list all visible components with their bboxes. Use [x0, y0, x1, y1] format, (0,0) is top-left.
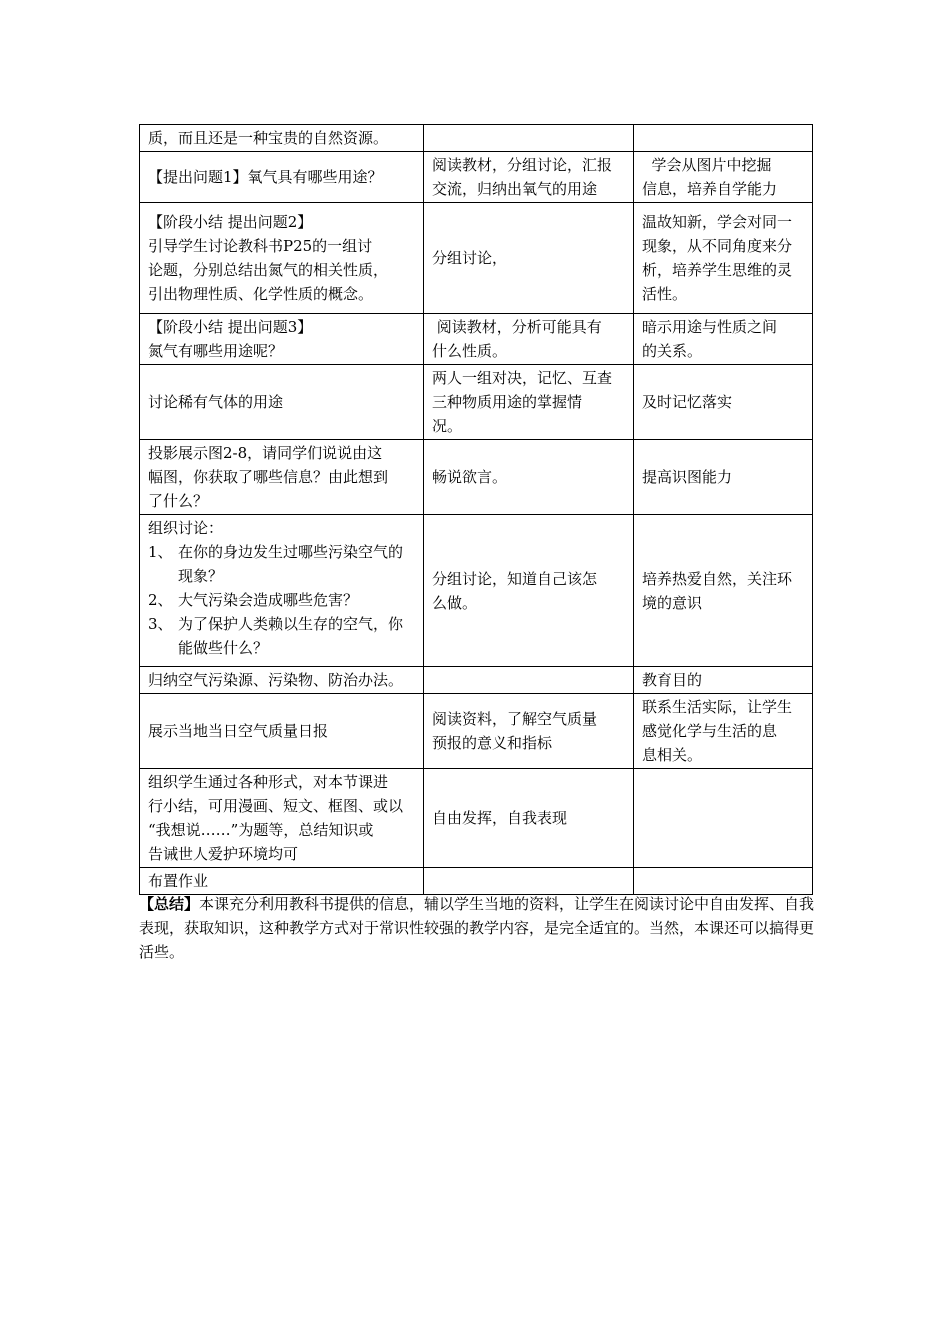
- summary-text: 本课充分利用教科书提供的信息，辅以学生当地的资料，让学生在阅读讨论中自由发挥、自我表现，获取知识，这种教学方式对于常识性较强的教学内容，是完全适宜的。当然，本课还可以搞得更活些。: [139, 895, 815, 961]
- cell-text-line: 联系生活实际，让学生: [642, 698, 793, 716]
- table-cell-2-2: [424, 152, 634, 203]
- lesson-table: [139, 124, 813, 895]
- cell-text-line: 信息，培养自学能力: [642, 180, 778, 198]
- discussion-item-number: 1、: [148, 543, 173, 561]
- cell-text-line: 分组讨论，: [432, 249, 508, 267]
- table-row: [140, 365, 813, 440]
- table-row: [140, 667, 813, 694]
- cell-text-line: 展示当地当日空气质量日报: [148, 722, 329, 740]
- table-cell-4-2: [424, 314, 634, 365]
- discussion-item-text: 为了保护人类赖以生存的空气，你能做些什么？: [178, 615, 404, 657]
- table-cell-5-3: [634, 365, 813, 440]
- table-cell-10-2: [424, 769, 634, 868]
- table-cell-3-3: [634, 203, 813, 314]
- cell-text-line: 引导学生讨论教科书P25的一组讨: [148, 237, 373, 255]
- cell-text-line: 培养热爱自然，关注环: [642, 569, 793, 588]
- cell-text-line: 现象，从不同角度来分: [642, 237, 793, 255]
- table-row: [140, 152, 813, 203]
- discussion-item: [148, 612, 415, 660]
- lesson-table-body: [140, 125, 813, 895]
- table-cell-10-3: [634, 769, 813, 868]
- cell-text-line: 暗示用途与性质之间: [642, 318, 778, 336]
- table-cell-7-3: [634, 515, 813, 667]
- cell-text-line: 氮气有哪些用途呢？: [148, 342, 284, 360]
- table-row: [140, 440, 813, 515]
- cell-text-line: 两人一组对决，记忆、互查: [432, 369, 613, 387]
- cell-text-line: 阅读教材，分析可能具有: [432, 318, 602, 336]
- cell-text-line: 交流，归纳出氧气的用途: [432, 180, 598, 198]
- cell-text-line: 了什么？: [148, 492, 209, 510]
- table-cell-9-3: [634, 694, 813, 769]
- table-row: [140, 515, 813, 667]
- cell-text-line: 感觉化学与生活的息: [642, 722, 778, 740]
- table-cell-7-1: [140, 515, 424, 667]
- discussion-item-text: 大气污染会造成哪些危害？: [178, 591, 359, 609]
- cell-text-line: 教育目的: [642, 671, 703, 689]
- cell-text-line: 境的意识: [642, 593, 703, 612]
- cell-text-line: 阅读教材，分组讨论，汇报: [432, 156, 613, 174]
- cell-text-line: 提高识图能力: [642, 468, 733, 486]
- table-cell-1-1: [140, 125, 424, 152]
- table-cell-9-2: [424, 694, 634, 769]
- table-cell-8-1: [140, 667, 424, 694]
- cell-text-line: 温故知新，学会对同一: [642, 213, 793, 231]
- cell-text-line: 讨论稀有气体的用途: [148, 393, 284, 411]
- table-cell-9-1: [140, 694, 424, 769]
- discussion-item-number: 2、: [148, 591, 173, 609]
- cell-text-line: 【阶段小结 提出问题2】: [148, 213, 313, 231]
- table-row: [140, 868, 813, 895]
- cell-text-line: 布置作业: [148, 872, 209, 890]
- cell-text-line: 什么性质。: [432, 342, 508, 360]
- cell-text-line: 【阶段小结 提出问题3】: [148, 318, 313, 336]
- discussion-item-text: 在你的身边发生过哪些污染空气的现象？: [178, 543, 404, 585]
- table-cell-11-3: [634, 868, 813, 895]
- summary-label: 【总结】: [139, 895, 200, 913]
- cell-text-line: 及时记忆落实: [642, 393, 733, 411]
- discussion-item: [148, 540, 415, 588]
- cell-text-line: 的关系。: [642, 342, 703, 360]
- table-cell-2-3: [634, 152, 813, 203]
- cell-text-line: 论题，分别总结出氮气的相关性质，: [148, 261, 389, 279]
- cell-text-line: “我想说……”为题等，总结知识或: [148, 821, 374, 839]
- summary-paragraph: [139, 892, 819, 964]
- discussion-title: 组织讨论：: [148, 519, 224, 537]
- table-cell-11-1: [140, 868, 424, 895]
- cell-text-line: 告诫世人爱护环境均可: [148, 845, 299, 863]
- cell-text-line: 引出物理性质、化学性质的概念。: [148, 285, 374, 303]
- cell-text-line: 畅说欲言。: [432, 468, 508, 486]
- cell-text-line: 阅读资料，了解空气质量: [432, 710, 598, 728]
- cell-text-line: 质，而且还是一种宝贵的自然资源。: [148, 129, 389, 147]
- table-row: [140, 203, 813, 314]
- table-cell-7-2: [424, 515, 634, 667]
- discussion-item: [148, 588, 415, 612]
- table-row: [140, 694, 813, 769]
- table-row: [140, 314, 813, 365]
- cell-text-line: 预报的意义和指标: [432, 734, 553, 752]
- table-cell-8-3: [634, 667, 813, 694]
- cell-text-line: 自由发挥，自我表现: [432, 809, 568, 827]
- table-cell-6-2: [424, 440, 634, 515]
- cell-text-line: 息相关。: [642, 746, 703, 764]
- table-row: [140, 125, 813, 152]
- cell-text-line: 三种物质用途的掌握情: [432, 393, 583, 411]
- cell-text-line: 学会从图片中挖掘: [642, 156, 772, 174]
- cell-text-line: 况。: [432, 417, 463, 435]
- discussion-item-number: 3、: [148, 615, 173, 633]
- table-cell-5-1: [140, 365, 424, 440]
- table-cell-4-3: [634, 314, 813, 365]
- table-cell-4-1: [140, 314, 424, 365]
- cell-text-line: 投影展示图2-8，请同学们说说由这: [148, 444, 383, 462]
- table-cell-1-2: [424, 125, 634, 152]
- cell-text-line: 活性。: [642, 285, 688, 303]
- cell-text-line: 归纳空气污染源、污染物、防治办法。: [148, 671, 404, 689]
- cell-text-line: 行小结，可用漫画、短文、框图、或以: [148, 797, 404, 815]
- table-row: [140, 769, 813, 868]
- cell-text-line: 组织学生通过各种形式，对本节课进: [148, 773, 389, 791]
- cell-text-line: 么做。: [432, 593, 478, 612]
- table-cell-5-2: [424, 365, 634, 440]
- cell-text-line: 析，培养学生思维的灵: [642, 261, 793, 279]
- table-cell-6-1: [140, 440, 424, 515]
- table-cell-10-1: [140, 769, 424, 868]
- table-cell-3-1: [140, 203, 424, 314]
- table-cell-2-1: [140, 152, 424, 203]
- table-cell-1-3: [634, 125, 813, 152]
- cell-text-line: 分组讨论，知道自己该怎: [432, 569, 598, 588]
- cell-text-line: 【提出问题1】氧气具有哪些用途？: [148, 168, 383, 186]
- table-cell-3-2: [424, 203, 634, 314]
- table-cell-8-2: [424, 667, 634, 694]
- table-cell-11-2: [424, 868, 634, 895]
- table-cell-6-3: [634, 440, 813, 515]
- cell-text-line: 幅图，你获取了哪些信息？由此想到: [148, 468, 389, 486]
